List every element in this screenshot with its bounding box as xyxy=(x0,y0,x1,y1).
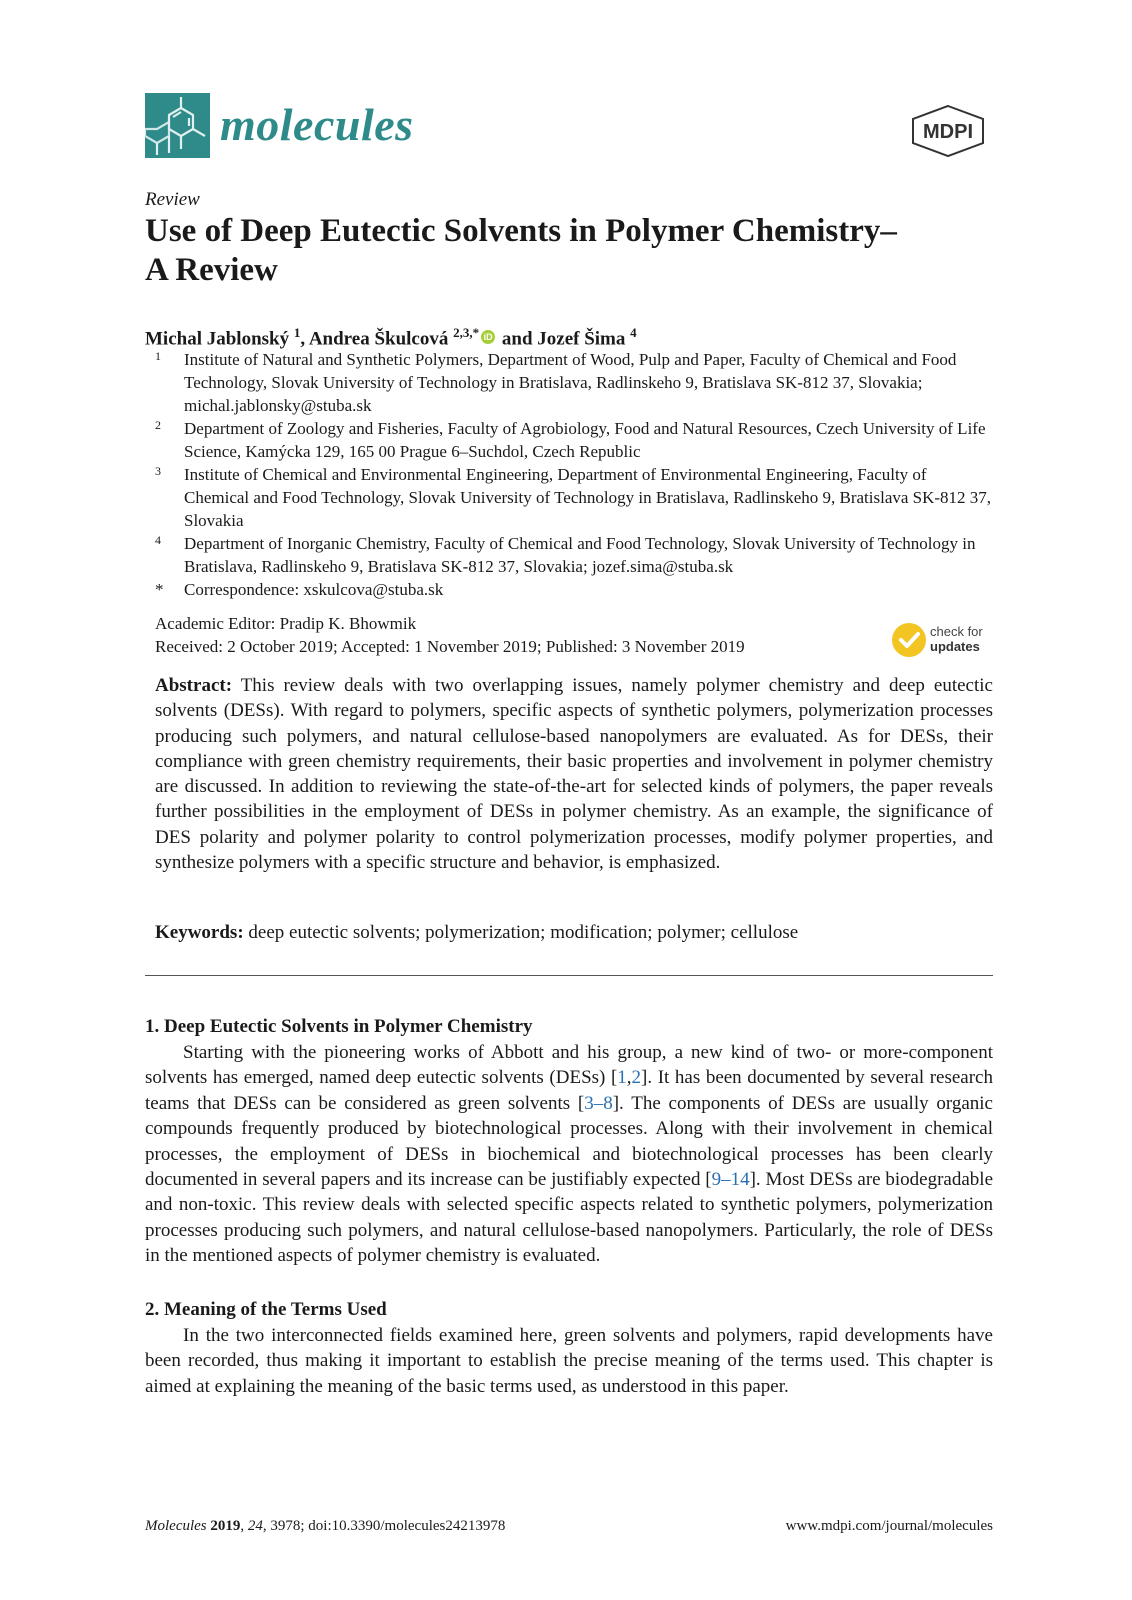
journal-logo xyxy=(145,93,210,158)
affiliation-item xyxy=(155,463,993,532)
journal-name: molecules xyxy=(220,99,414,150)
citation-link[interactable]: 1 xyxy=(617,1067,627,1089)
publisher-logo xyxy=(907,104,989,158)
affiliation-text: Department of Inorganic Chemistry, Faculty of Chemical and Food Technology, Slovak University of Technology in Bratislava, Radlinskeho 9, Bratislava SK-812 37, Slovakia; jozef.sima@stuba.sk xyxy=(184,534,976,576)
orcid-icon[interactable]: iD xyxy=(481,330,495,344)
check-updates-line1: check for xyxy=(930,624,983,639)
footer-doi: , 3978; doi:10.3390/molecules24213978 xyxy=(262,1518,506,1534)
section-paragraph: In the two interconnected fields examined here, green solvents and polymers, rapid developments have been recorded, thus making it important to establish the precise meaning of the terms used. This chapter is aimed at explaining the meaning of the basic terms used, as understood in this paper. xyxy=(145,1325,993,1397)
article-title: Use of Deep Eutectic Solvents in Polymer Chemistry–A Review xyxy=(145,213,897,288)
abstract xyxy=(155,673,993,875)
footer-volume: 24 xyxy=(247,1518,263,1534)
footer-url-link[interactable]: www.mdpi.com/journal/molecules xyxy=(785,1518,993,1534)
affiliation-text: Institute of Natural and Synthetic Polymers, Department of Wood, Pulp and Paper, Faculty of Chemical and Food Technology, Slovak University of Technology in Bratislava, Radlinskeho 9, Bratislava SK-812 37, Slovakia; michal.jablonsky@stuba.sk xyxy=(184,350,957,415)
author-affiliation-mark: 2,3,* xyxy=(453,325,480,340)
correspondence-text: Correspondence: xskulcova@stuba.sk xyxy=(184,580,444,599)
keywords-label: Keywords: xyxy=(155,922,244,943)
article-type: Review xyxy=(145,189,200,210)
molecule-structure-icon xyxy=(145,93,210,158)
abstract-text: This review deals with two overlapping issues, namely polymer chemistry and deep eutectic solvents (DESs). With regard to polymers, specific aspects of synthetic polymers, polymerization processes producing such polymers, and natural cellulose-based nanopolymers are evaluated. As for DESs, their compliance with green chemistry requirements, their basic properties and involvement in polymer chemistry are discussed. In addition to reviewing the state-of-the-art for selected kinds of polymers, the paper reveals further possibilities in the employment of DESs in polymer chemistry. As an example, the significance of DES polarity and polymer polarity to control polymerization processes, modify polymer properties, and synthesize polymers with a specific structure and behavior, is emphasized. xyxy=(155,675,993,874)
section-heading: 2. Meaning of the Terms Used xyxy=(145,1299,387,1320)
keywords-text: deep eutectic solvents; polymerization; modification; polymer; cellulose xyxy=(243,922,799,943)
publication-dates: Received: 2 October 2019; Accepted: 1 November 2019; Published: 3 November 2019 xyxy=(155,637,745,656)
footer-citation: Molecules 2019, 24, 3978; doi:10.3390/molecules24213978 xyxy=(145,1518,506,1534)
author-name: Jozef Šima xyxy=(537,328,626,350)
author-affiliation-mark: 4 xyxy=(630,325,637,340)
affiliation-text: Department of Zoology and Fisheries, Faculty of Agrobiology, Food and Natural Resources, Czech University of Life Science, Kamýcka 129, 165 00 Prague 6–Suchdol, Czech Republic xyxy=(184,419,986,461)
paragraph-text: ]. The components of DESs are usually organic compounds frequently produced by biotechnological processes. Along with their involvement in chemical processes, the employment of DESs in biochemical and biotechnological processes has been clearly documented in several papers and its increase can be justifiably expected [ xyxy=(145,1092,993,1191)
keywords xyxy=(155,920,993,945)
affiliation-list xyxy=(155,348,993,601)
paragraph-text: ]. It has been documented by several research teams that DESs can be considered as green solvents [ xyxy=(145,1067,993,1114)
mdpi-logo-icon xyxy=(907,104,989,158)
author-affiliation-mark: 1 xyxy=(293,325,301,340)
checkmark-icon xyxy=(892,623,926,657)
citation-link[interactable]: 3–8 xyxy=(584,1092,613,1114)
citation-link[interactable]: 2 xyxy=(631,1067,642,1089)
check-for-updates-button[interactable] xyxy=(892,623,997,661)
section-paragraph xyxy=(145,1040,993,1269)
abstract-label: Abstract: xyxy=(155,675,233,696)
footer-year: 2019 xyxy=(210,1518,241,1534)
affiliation-number: 1 xyxy=(155,349,161,363)
affiliation-item xyxy=(155,348,993,417)
author-name: Andrea Škulcová xyxy=(308,328,449,350)
author-name: Michal Jablonský xyxy=(145,328,290,350)
academic-editor: Academic Editor: Pradip K. Bhowmik xyxy=(155,614,417,633)
section-heading: 1. Deep Eutectic Solvents in Polymer Chemistry xyxy=(145,1016,533,1037)
citation-link[interactable]: 9–14 xyxy=(711,1169,750,1191)
affiliation-number: 4 xyxy=(155,533,161,547)
affiliation-item xyxy=(155,532,993,578)
author-separator: and xyxy=(497,328,538,350)
footer-journal: Molecules xyxy=(145,1518,207,1534)
check-updates-label xyxy=(930,624,983,654)
citation-separator: , xyxy=(626,1067,632,1089)
paragraph-text: Starting with the pioneering works of Abbott and his group, a new kind of two- or more-component solvents has emerged, named deep eutectic solvents (DESs) [ xyxy=(145,1042,993,1089)
correspondence-mark: * xyxy=(155,580,164,599)
author-separator: , xyxy=(300,328,309,350)
affiliation-number: 3 xyxy=(155,464,161,478)
affiliation-text: Institute of Chemical and Environmental Engineering, Department of Environmental Engineering, Faculty of Chemical and Food Technology, Slovak University of Technology in Bratislava, Radlinskeho 9, Bratislava SK-812 37, Slovakia xyxy=(184,465,992,530)
affiliation-item xyxy=(155,417,993,463)
correspondence-item xyxy=(155,578,993,601)
check-updates-line2: updates xyxy=(930,639,980,654)
paragraph-text: ]. Most DESs are biodegradable and non-toxic. This review deals with selected specific aspects related to synthetic polymers, polymerization processes producing such polymers, and natural cellulose-based nanopolymers. Particularly, the role of DESs in the mentioned aspects of polymer chemistry is evaluated. xyxy=(145,1169,994,1267)
affiliation-number: 2 xyxy=(155,418,161,432)
publisher-name: MDPI xyxy=(923,121,973,143)
section-divider xyxy=(145,975,993,976)
